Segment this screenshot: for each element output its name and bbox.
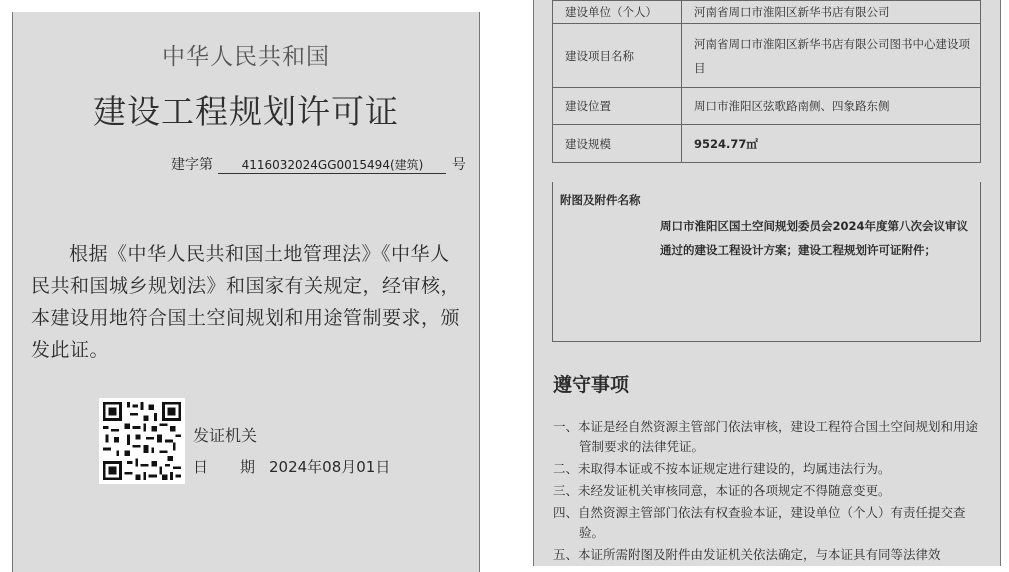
certificate-body: 根据《中华人民共和国土地管理法》《中华人民共和国城乡规划法》和国家有关规定，经审核，本建设用地符合国土空间规划和用途管制要求，颁发此证。 (31, 243, 461, 361)
cert-prefix: 建字第 (171, 157, 213, 173)
attachments-box (552, 182, 981, 342)
notes-list (553, 417, 983, 566)
list-item: 三、未经发证机关审核同意，本证的各项规定不得随意变更。 (553, 483, 891, 498)
certificate-back (533, 0, 1001, 566)
list-item: 二、未取得本证或不按本证规定进行建设的，均属违法行为。 (553, 461, 891, 476)
certificate-front (12, 12, 480, 572)
row-key: 建设项目名称 (553, 24, 682, 88)
certificate-number-line (171, 154, 466, 174)
attachments-label: 附图及附件名称 (560, 193, 641, 207)
cert-suffix: 号 (451, 157, 466, 173)
table-row (553, 125, 981, 163)
table-row (553, 1, 981, 24)
row-value: 周口市淮阳区弦歌路南侧、四象路东侧 (682, 88, 981, 125)
certificate-number: 411603202​4GG0015494(建筑) (218, 156, 446, 174)
certificate-title: 建设工程规划许可证 (93, 92, 399, 131)
issue-date: 2024年08月01日 (269, 458, 391, 476)
table-row (553, 24, 981, 88)
attachments-text: 周口市淮阳区国土空间规划委员会2024年度第八次会议审议通过的建设工程设计方案；建设工程规划许可证附件； (660, 219, 969, 257)
issue-date-row (193, 456, 390, 477)
country-name: 中华人民共和国 (162, 44, 330, 70)
date-label-1: 日 (193, 458, 209, 476)
row-value: 河南省周口市淮阳区新华书店有限公司 (682, 1, 981, 24)
list-item: 一、本证是经自然资源主管部门依法审核，建设工程符合国土空间规划和用途管制要求的法律凭证。 (553, 419, 979, 454)
table-row (553, 88, 981, 125)
qr-code-icon (99, 398, 185, 484)
issuing-authority-label: 发证机关 (193, 426, 258, 445)
date-label-2: 期 (240, 458, 256, 476)
list-item: 五、本证所需附图及附件由发证机关依法确定，与本证具有同等法律效 (553, 547, 941, 562)
project-info-table (552, 0, 981, 163)
row-value: 9524.77㎡ (682, 125, 981, 163)
notes-title: 遵守事项 (553, 374, 630, 396)
row-value: 河南省周口市淮阳区新华书店有限公司图书中心建设项目 (682, 24, 981, 88)
list-item: 四、自然资源主管部门依法有权查验本证，建设单位（个人）有责任提交查验。 (553, 505, 966, 540)
row-key: 建设规模 (553, 125, 682, 163)
row-key: 建设位置 (553, 88, 682, 125)
row-key: 建设单位（个人） (553, 1, 682, 24)
